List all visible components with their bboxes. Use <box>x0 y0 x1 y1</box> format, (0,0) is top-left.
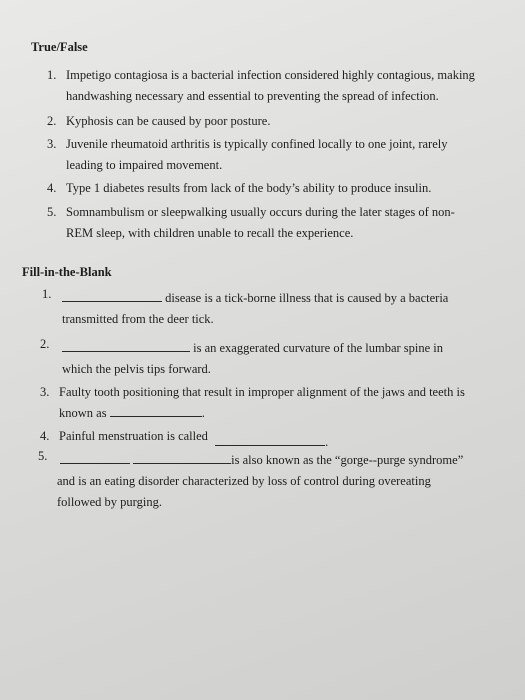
tf-item-text-line: Type 1 diabetes results from lack of the body’s ability to produce insulin. <box>66 181 432 195</box>
answer-blank[interactable] <box>60 453 130 464</box>
answer-blank[interactable] <box>62 291 162 302</box>
fb-item-5 <box>38 450 508 513</box>
fb-item-text-line: transmitted from the deer tick. <box>62 312 214 326</box>
fb-item-text: is an exaggerated curvature of the lumbar spine in <box>193 341 444 355</box>
tf-item-number: 3. <box>47 137 57 151</box>
fb-item-number: 2. <box>40 337 50 351</box>
fb-item-2 <box>40 338 510 380</box>
fb-item-number: 5. <box>38 449 48 463</box>
tf-item-5 <box>47 202 517 244</box>
fb-item-text: known as <box>59 406 107 420</box>
answer-blank[interactable] <box>215 435 325 446</box>
tf-item-text-line: leading to impaired movement. <box>66 158 223 172</box>
tf-item-number: 5. <box>47 205 57 219</box>
fb-item-1 <box>42 288 512 330</box>
tf-item-text-line: handwashing necessary and essential to preventing the spread of infection. <box>66 89 439 103</box>
fb-item-text: is also known as the “gorge--purge syndrome” <box>231 453 464 467</box>
answer-blank[interactable] <box>133 453 231 464</box>
fb-item-text-line: which the pelvis tips forward. <box>62 362 211 376</box>
tf-item-text-line: Somnambulism or sleepwalking usually occurs during the later stages of non- <box>66 205 455 219</box>
fb-item-period: . <box>325 435 329 449</box>
fb-item-3 <box>40 382 520 424</box>
fb-item-period: . <box>201 406 205 420</box>
fb-item-number: 1. <box>42 287 52 301</box>
tf-item-number: 2. <box>47 114 57 128</box>
fill-in-heading: Fill-in-the-Blank <box>22 265 112 279</box>
fb-item-number: 4. <box>40 429 50 443</box>
true-false-heading: True/False <box>31 40 88 54</box>
fb-item-4 <box>40 426 510 447</box>
tf-item-text-line: REM sleep, with children unable to recall the experience. <box>66 226 354 240</box>
fb-item-text-line: followed by purging. <box>57 495 162 509</box>
fb-item-text-line: Faulty tooth positioning that result in improper alignment of the jaws and teeth is <box>59 385 465 399</box>
answer-blank[interactable] <box>62 341 190 352</box>
tf-item-1 <box>47 65 517 107</box>
tf-item-number: 1. <box>47 68 57 82</box>
tf-item-4 <box>47 178 517 199</box>
fb-item-number: 3. <box>40 385 50 399</box>
tf-item-number: 4. <box>47 181 57 195</box>
tf-item-2 <box>47 111 517 132</box>
tf-item-text-line: Kyphosis can be caused by poor posture. <box>66 114 271 128</box>
answer-blank[interactable] <box>110 406 202 417</box>
fb-item-text: disease is a tick-borne illness that is caused by a bacteria <box>165 291 449 305</box>
tf-item-text-line: Juvenile rheumatoid arthritis is typically confined locally to one joint, rarely <box>66 137 448 151</box>
fb-item-text-line: and is an eating disorder characterized by loss of control during overeating <box>57 474 431 488</box>
fb-item-text: Painful menstruation is called <box>59 429 208 443</box>
tf-item-text-line: Impetigo contagiosa is a bacterial infection considered highly contagious, making <box>66 68 475 82</box>
tf-item-3 <box>47 134 517 176</box>
